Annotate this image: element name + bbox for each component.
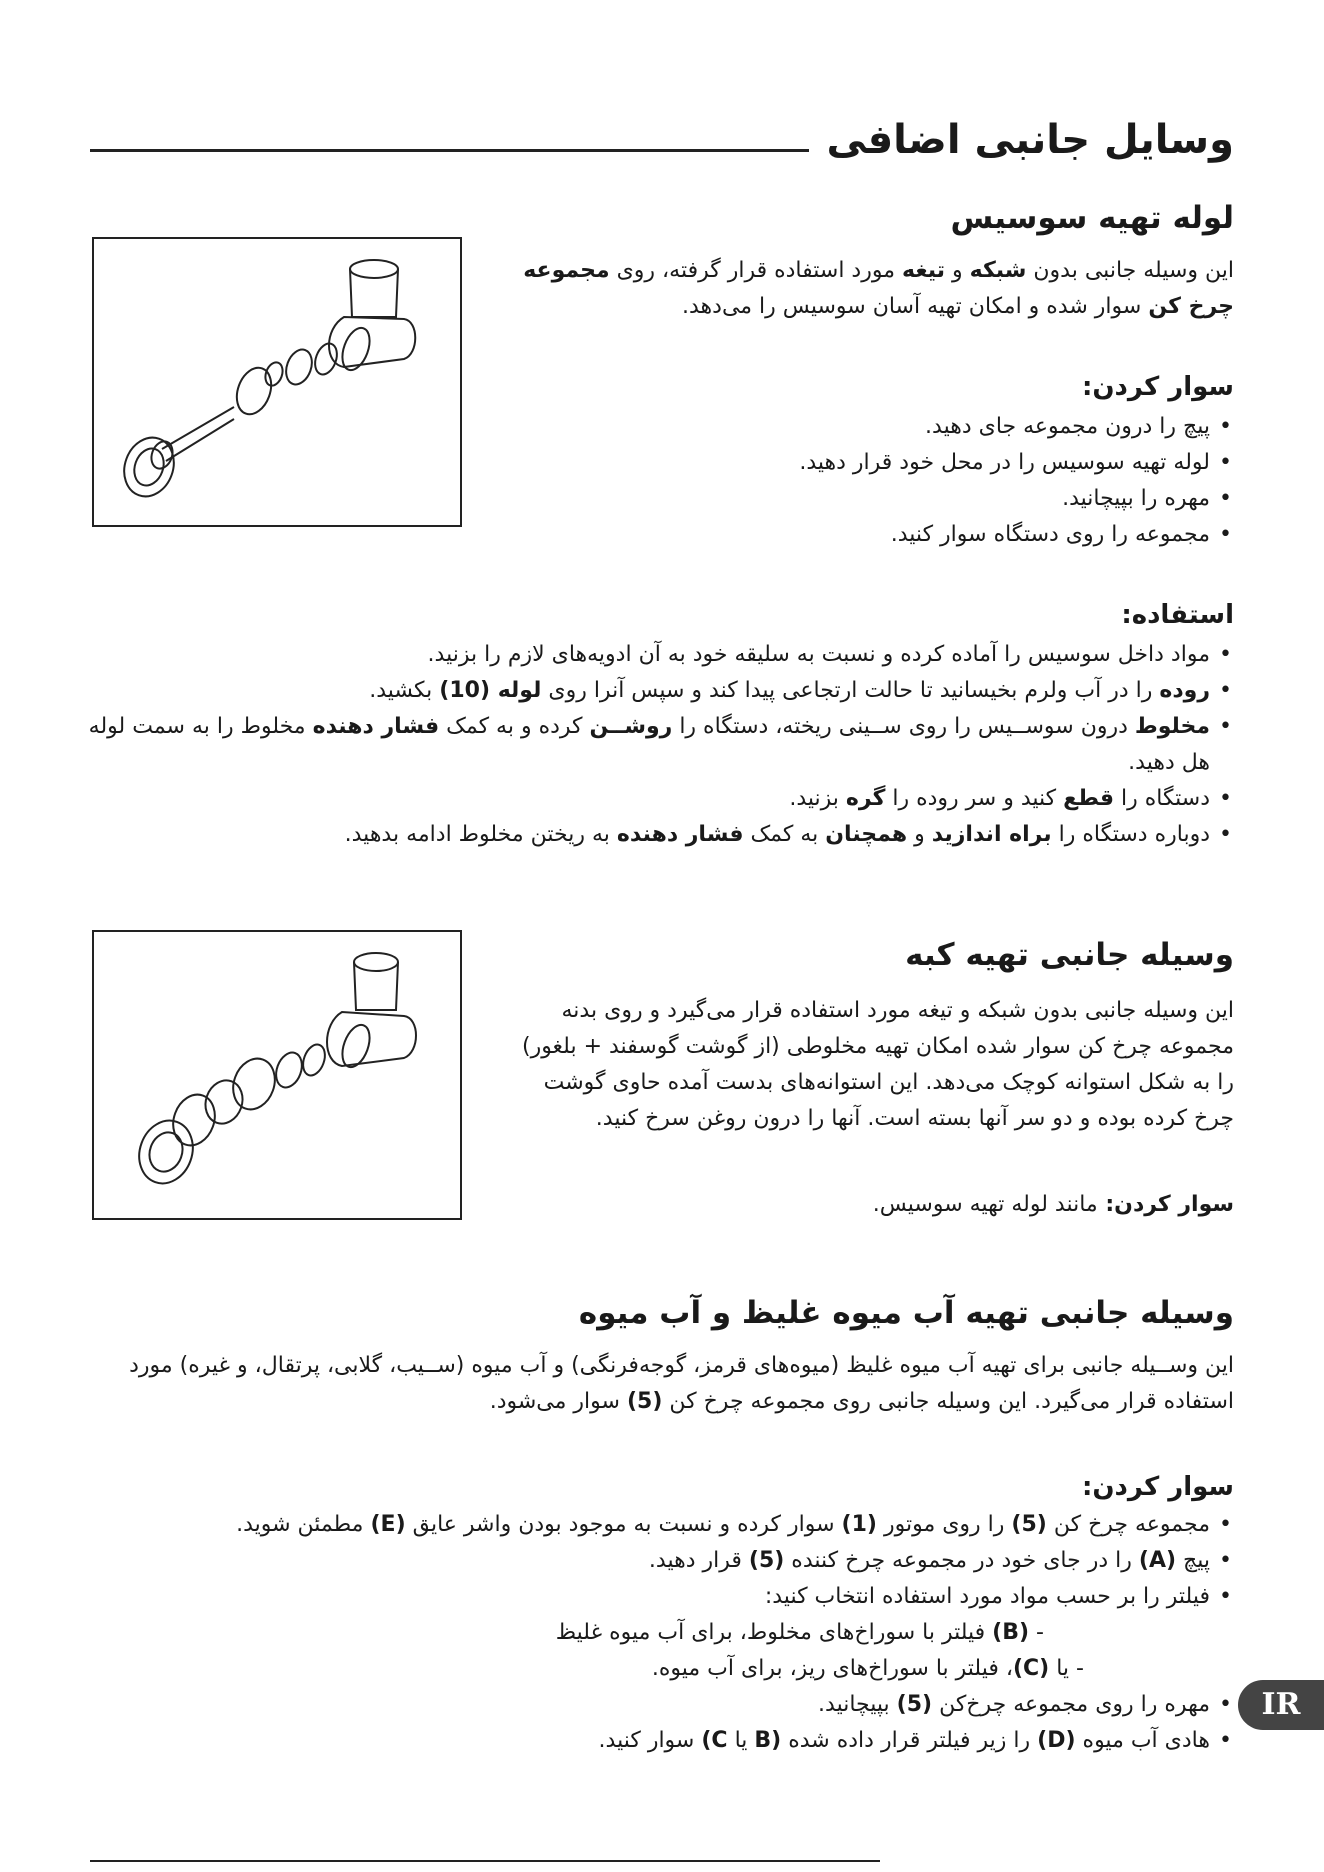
sausage-use-list (70, 637, 1234, 853)
page-title: وسایل جانبی اضافی (809, 112, 1235, 168)
sausage-heading: لوله تهیه سوسیس (950, 200, 1234, 236)
page-title-row (90, 112, 1234, 172)
sausage-mount-list (450, 409, 1234, 553)
list-item: • مهره را روی مجموعه چرخ‌کن (5) بپیچانید. (110, 1687, 1210, 1723)
juice-filter-options (134, 1615, 1234, 1687)
list-item: • فیلتر را بر حسب مواد مورد استفاده انتخاب کنید: (110, 1579, 1210, 1615)
filter-option-c: - یا (C)، فیلتر با سوراخ‌های ریز، برای آب میوه. (651, 1656, 1084, 1681)
kebbe-drawing (94, 932, 460, 1218)
list-item: • مجموعه را روی دستگاه سوار کنید. (450, 517, 1210, 553)
kebbe-mount: سوار کردن: مانند لوله تهیه سوسیس. (872, 1192, 1234, 1217)
sausage-mount-heading: سوار کردن: (1081, 372, 1234, 402)
sausage-tube-illustration (92, 237, 462, 527)
list-item: • روده را در آب ولرم بخیسانید تا حالت ارتجاعی پیدا کند و سپس آنرا روی لوله (10) بکشید. (70, 673, 1210, 709)
list-item: • دوباره دستگاه را براه اندازید و همچنان به کمک فشار دهنده به ریختن مخلوط ادامه بدهید. (70, 817, 1210, 853)
filter-option-b: - (B) فیلتر با سوراخ‌های مخلوط، برای آب میوه غلیظ (555, 1620, 1044, 1645)
kebbe-intro: این وسیله جانبی بدون شبکه و تیغه مورد استفاده قرار می‌گیرد و روی بدنه مجموعه چرخ کن سوار شده امکان تهیه مخلوطی (از گوشت گوسفند + بلغور) را به شکل استوانه کوچک می‌دهد. این استوانه‌های بدست آمده حاوی گوشت چرخ کرده بوده و دو سر آنها بسته است. آنها را درون روغن سرخ کنید. (521, 998, 1234, 1131)
juice-heading: وسیله جانبی تهیه آب میوه غلیظ و آب میوه (578, 1295, 1234, 1331)
list-item: • لوله تهیه سوسیس را در محل خود قرار دهید. (450, 445, 1210, 481)
juice-mount-list-b (110, 1687, 1234, 1759)
juice-mount-heading: سوار کردن: (1081, 1472, 1234, 1502)
juice-mount-list-a (110, 1507, 1234, 1615)
kebbe-illustration (92, 930, 462, 1220)
list-item: • مواد داخل سوسیس را آماده کرده و نسبت به سلیقه خود به آن ادویه‌های لازم را بزنید. (70, 637, 1210, 673)
sausage-tube-drawing (94, 239, 460, 525)
kebbe-heading: وسیله جانبی تهیه کبه (905, 937, 1234, 973)
bottom-rule (90, 1860, 880, 1862)
list-item: • پیچ (A) را در جای خود در مجموعه چرخ کننده (5) قرار دهید. (110, 1543, 1210, 1579)
list-item: • پیچ را درون مجموعه جای دهید. (450, 409, 1210, 445)
list-item: • مخلوط درون سوســیس را روی ســینی ریخته، دستگاه را روشــن کرده و به کمک فشار دهنده مخلوط را به سمت لوله هل دهید. (70, 709, 1210, 781)
list-item: • هادی آب میوه (D) را زیر فیلتر قرار داده شده (B یا C) سوار کنید. (110, 1723, 1210, 1759)
sausage-use-heading: استفاده: (1121, 600, 1234, 630)
list-item: • مهره را بپیچانید. (450, 481, 1210, 517)
juice-intro: این وســیله جانبی برای تهیه آب میوه غلیظ (میوه‌های قرمز، گوجه‌فرنگی) و آب میوه (ســیب، گلابی، پرتقال، و غیره) مورد استفاده قرار می‌گیرد. این وسیله جانبی روی مجموعه چرخ کن (5) سوار می‌شود. (129, 1353, 1234, 1414)
list-item: • مجموعه چرخ کن (5) را روی موتور (1) سوار کرده و نسبت به موجود بودن واشر عایق (E) مطمئن شوید. (110, 1507, 1210, 1543)
language-badge: IR (1238, 1680, 1324, 1730)
sausage-intro: این وسیله جانبی بدون شبکه و تیغه مورد استفاده قرار گرفته، روی مجموعه چرخ کن سوار شده و امکان تهیه آسان سوسیس را می‌دهد. (523, 258, 1234, 319)
list-item: • دستگاه را قطع کنید و سر روده را گره بزنید. (70, 781, 1210, 817)
